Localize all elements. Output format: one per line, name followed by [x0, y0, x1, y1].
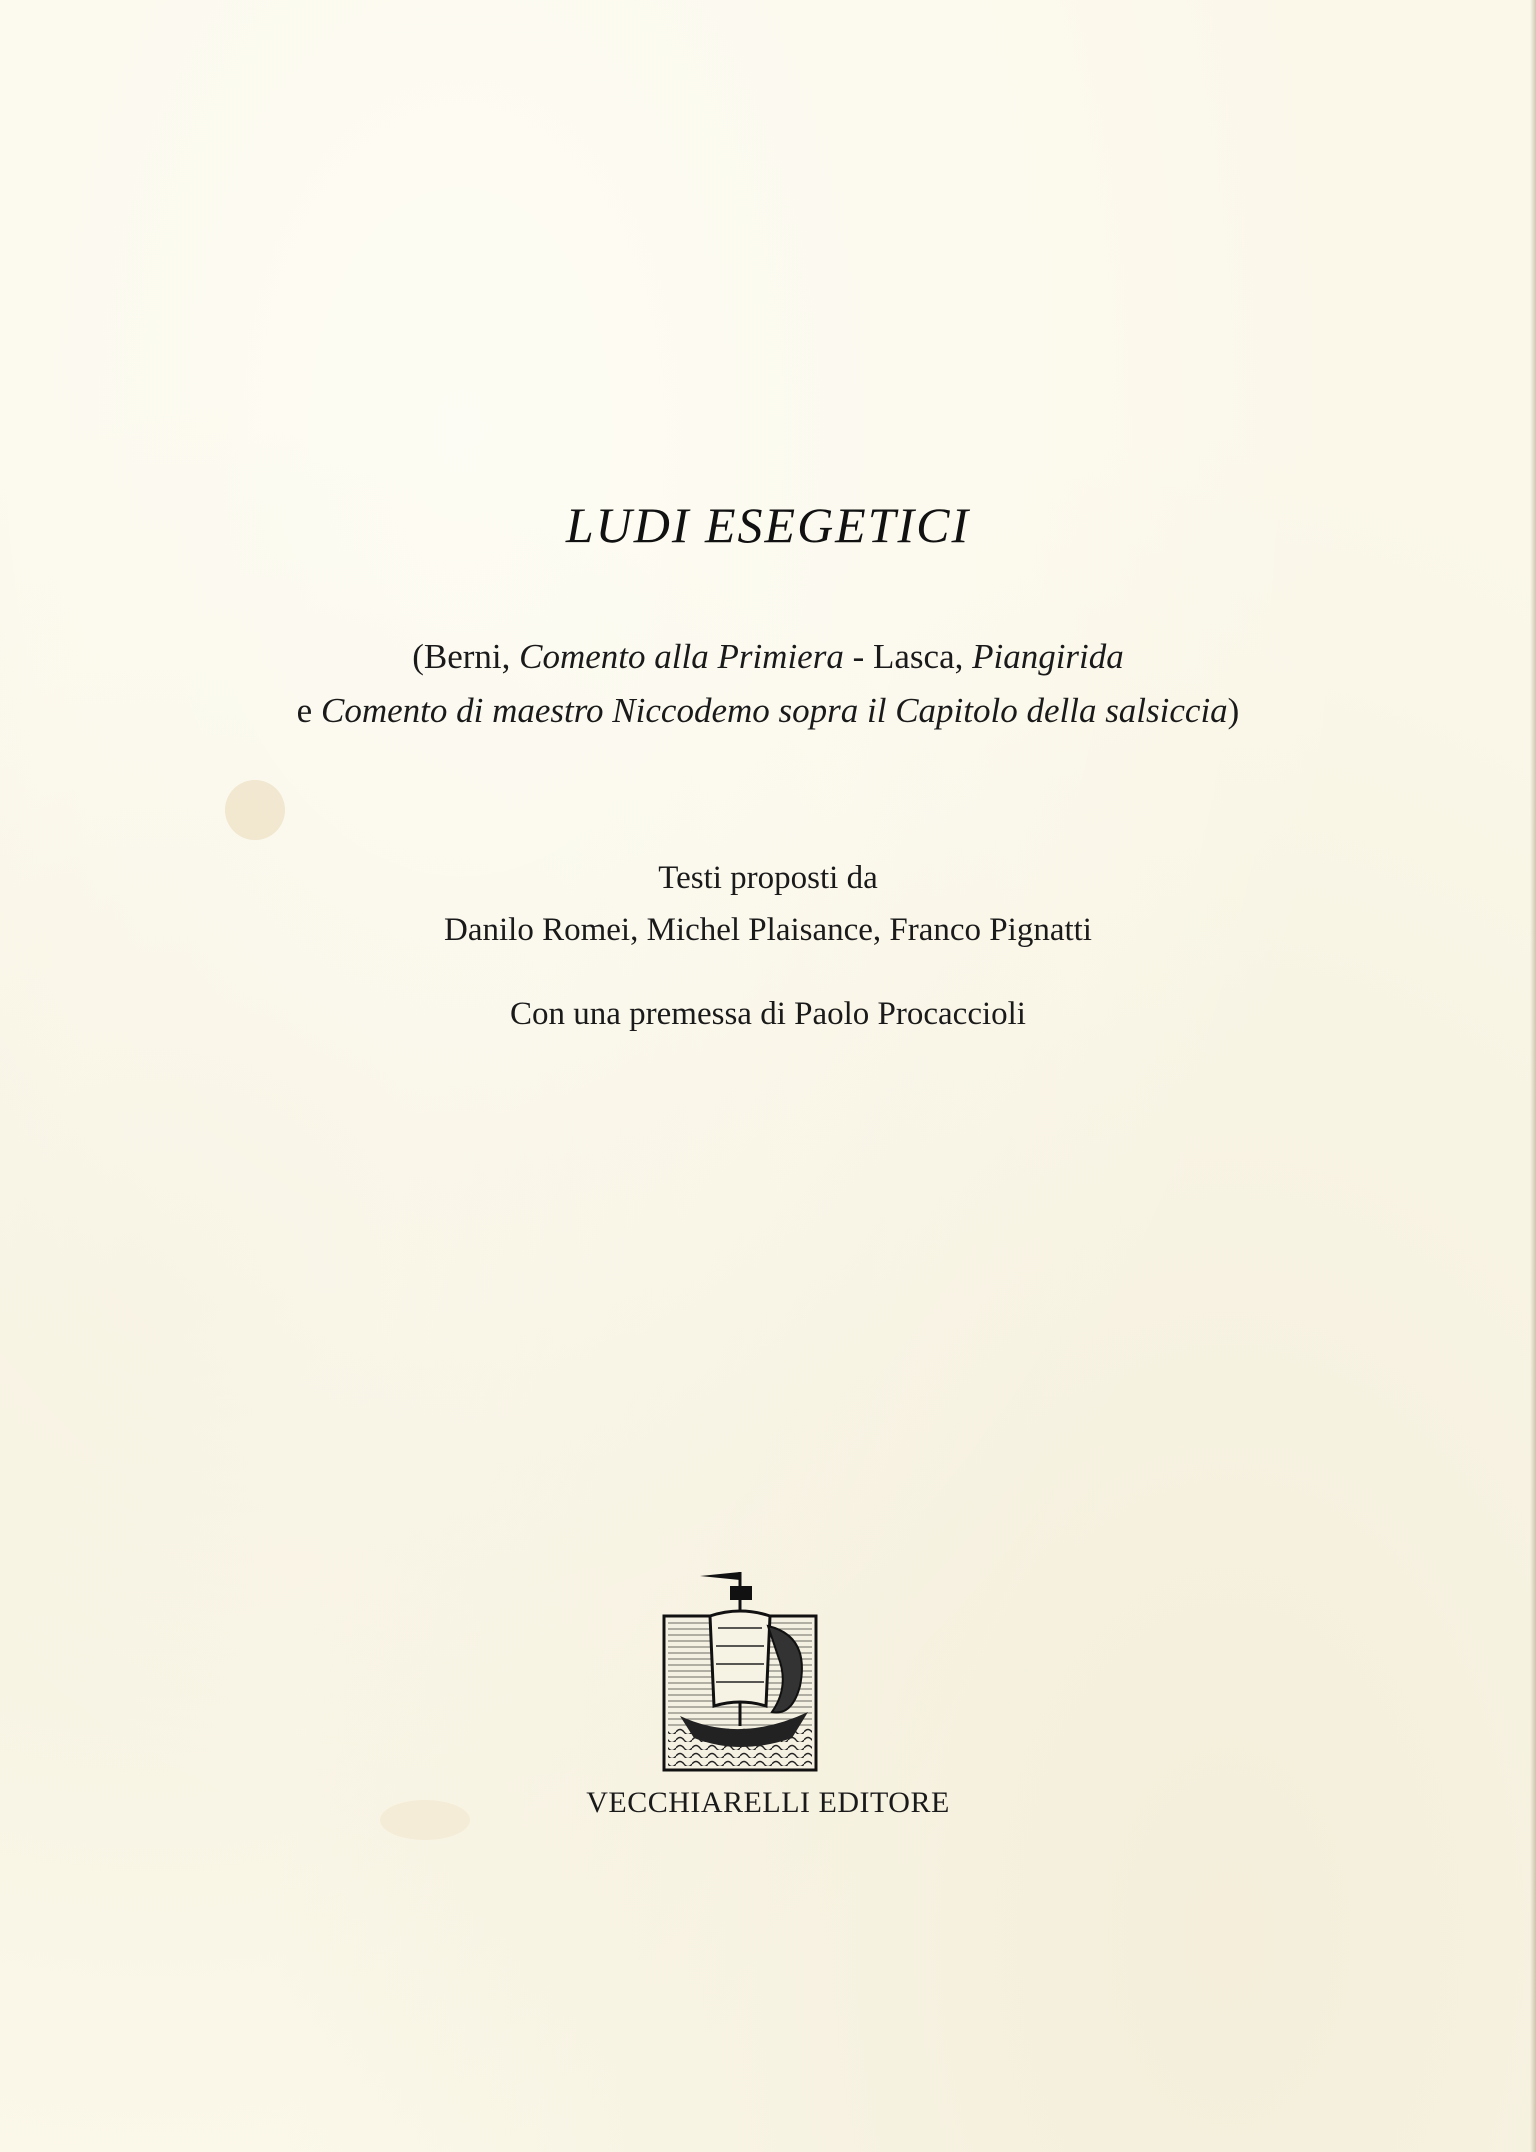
subtitle-work-2: Piangirida: [972, 637, 1124, 676]
book-subtitle: [0, 630, 1536, 738]
subtitle-work-1: Comento alla Primiera: [519, 637, 844, 676]
subtitle-conjunction: e: [296, 691, 321, 730]
publisher-name: VECCHIARELLI EDITORE: [586, 1786, 950, 1819]
premessa-line: Con una premessa di Paolo Procaccioli: [510, 996, 1026, 1032]
credits-authors: Danilo Romei, Michel Plaisance, Franco Pignatti: [444, 912, 1092, 948]
subtitle-open: (Berni,: [412, 637, 520, 676]
subtitle-work-3: Comento di maestro Niccodemo sopra il Capitolo della salsiccia: [320, 691, 1228, 730]
paper-stain: [225, 780, 285, 840]
subtitle-line-1: [0, 630, 1536, 684]
cover-edge: [1530, 0, 1536, 2152]
credits-block: [0, 852, 1536, 956]
ship-logo-icon: [660, 1566, 820, 1774]
subtitle-separator: - Lasca,: [843, 637, 973, 676]
credits-label: Testi proposti da: [658, 860, 878, 896]
subtitle-line-2: [0, 684, 1536, 738]
subtitle-close: ): [1227, 691, 1240, 730]
book-title: LUDI ESEGETICI: [565, 497, 971, 553]
